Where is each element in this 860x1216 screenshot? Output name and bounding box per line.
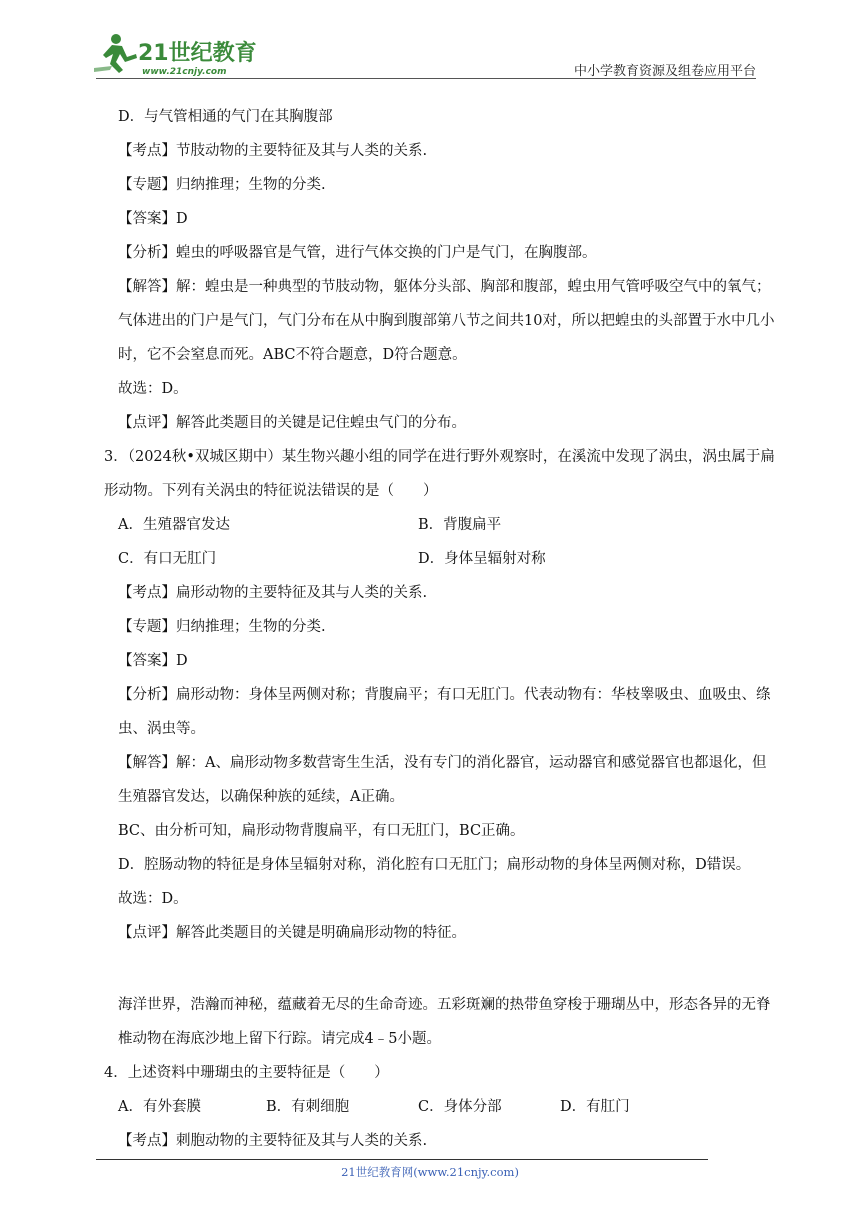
q2-answer: 【答案】D <box>118 211 188 227</box>
q4-option-b: B．有刺细胞 <box>266 1099 350 1115</box>
q2-choice: 故选：D。 <box>118 381 188 397</box>
q3-kaodian: 【考点】扁形动物的主要特征及其与人类的关系. <box>118 585 428 601</box>
q3-option-b: B．背腹扁平 <box>418 517 502 533</box>
q3-solution-bc: BC、由分析可知，扁形动物背腹扁平，有口无肛门，BC正确。 <box>118 823 525 839</box>
page-header <box>0 0 860 80</box>
q3-solution-d: D．腔肠动物的特征是身体呈辐射对称，消化腔有口无肛门；扁形动物的身体呈两侧对称，D错误。 <box>118 857 751 873</box>
q2-comment: 【点评】解答此类题目的关键是记住蝗虫气门的分布。 <box>118 415 466 431</box>
q4-option-a: A．有外套膜 <box>118 1099 201 1115</box>
q3-comment: 【点评】解答此类题目的关键是明确扁形动物的特征。 <box>118 925 466 941</box>
logo-text: 21世纪教育 <box>138 41 257 66</box>
q2-zhuanti: 【专题】归纳推理；生物的分类. <box>118 177 326 193</box>
q3-zhuanti: 【专题】归纳推理；生物的分类. <box>118 619 326 635</box>
section-gap <box>118 950 776 988</box>
q3-options-row1 <box>118 508 776 542</box>
q4-option-d: D．有肛门 <box>560 1099 630 1115</box>
q2-solution: 【解答】解：蝗虫是一种典型的节肢动物，躯体分头部、胸部和腹部，蝗虫用气管呼吸空气中的氧气；气体进出的门户是气门，气门分布在从中胸到腹部第八节之间共10对，所以把蝗虫的头部置于水中几小时，它不会窒息而死。ABC不符合题意，D符合题意。 <box>118 279 775 363</box>
footer-source: 21世纪教育网(www.21cnjy.com) <box>341 1165 519 1179</box>
q3-option-c: C．有口无肛门 <box>118 551 217 567</box>
q3-answer: 【答案】D <box>118 653 188 669</box>
footer-divider <box>96 1159 708 1160</box>
logo-url: www.21cnjy.com <box>142 67 227 77</box>
q4-stem: 4．上述资料中珊瑚虫的主要特征是（ ） <box>104 1065 389 1081</box>
q4-option-c: C．身体分部 <box>418 1099 502 1115</box>
q2-kaodian: 【考点】节肢动物的主要特征及其与人类的关系. <box>118 143 428 159</box>
q3-option-d: D．身体呈辐射对称 <box>418 551 546 567</box>
header-platform-title: 中小学教育资源及组卷应用平台 <box>573 64 756 79</box>
q2-option-d: D．与气管相通的气门在其胸腹部 <box>118 109 333 125</box>
q4-kaodian: 【考点】刺胞动物的主要特征及其与人类的关系. <box>118 1133 428 1149</box>
document-body <box>104 100 776 1158</box>
q3-stem: 3．（2024秋•双城区期中）某生物兴趣小组的同学在进行野外观察时，在溪流中发现了涡虫，涡虫属于扁形动物。下列有关涡虫的特征说法错误的是（ ） <box>104 449 775 499</box>
material-passage: 海洋世界，浩瀚而神秘，蕴藏着无尽的生命奇迹。五彩斑斓的热带鱼穿梭于珊瑚丛中，形态各异的无脊椎动物在海底沙地上留下行踪。请完成4﹣5小题。 <box>118 997 771 1047</box>
q3-options-row2 <box>118 542 776 576</box>
q3-solution: 【解答】解：A、扁形动物多数营寄生生活，没有专门的消化器官，运动器官和感觉器官也都退化，但生殖器官发达，以确保种族的延续，A正确。 <box>118 755 767 805</box>
q2-analysis: 【分析】蝗虫的呼吸器官是气管，进行气体交换的门户是气门，在胸腹部。 <box>118 245 597 261</box>
site-logo <box>92 30 262 78</box>
q3-choice: 故选：D。 <box>118 891 188 907</box>
q3-analysis: 【分析】扁形动物：身体呈两侧对称；背腹扁平；有口无肛门。代表动物有：华枝睾吸虫、血吸虫、绦虫、涡虫等。 <box>118 687 771 737</box>
q3-option-a: A．生殖器官发达 <box>118 517 230 533</box>
q4-options-row <box>118 1090 776 1124</box>
header-divider <box>96 78 756 79</box>
